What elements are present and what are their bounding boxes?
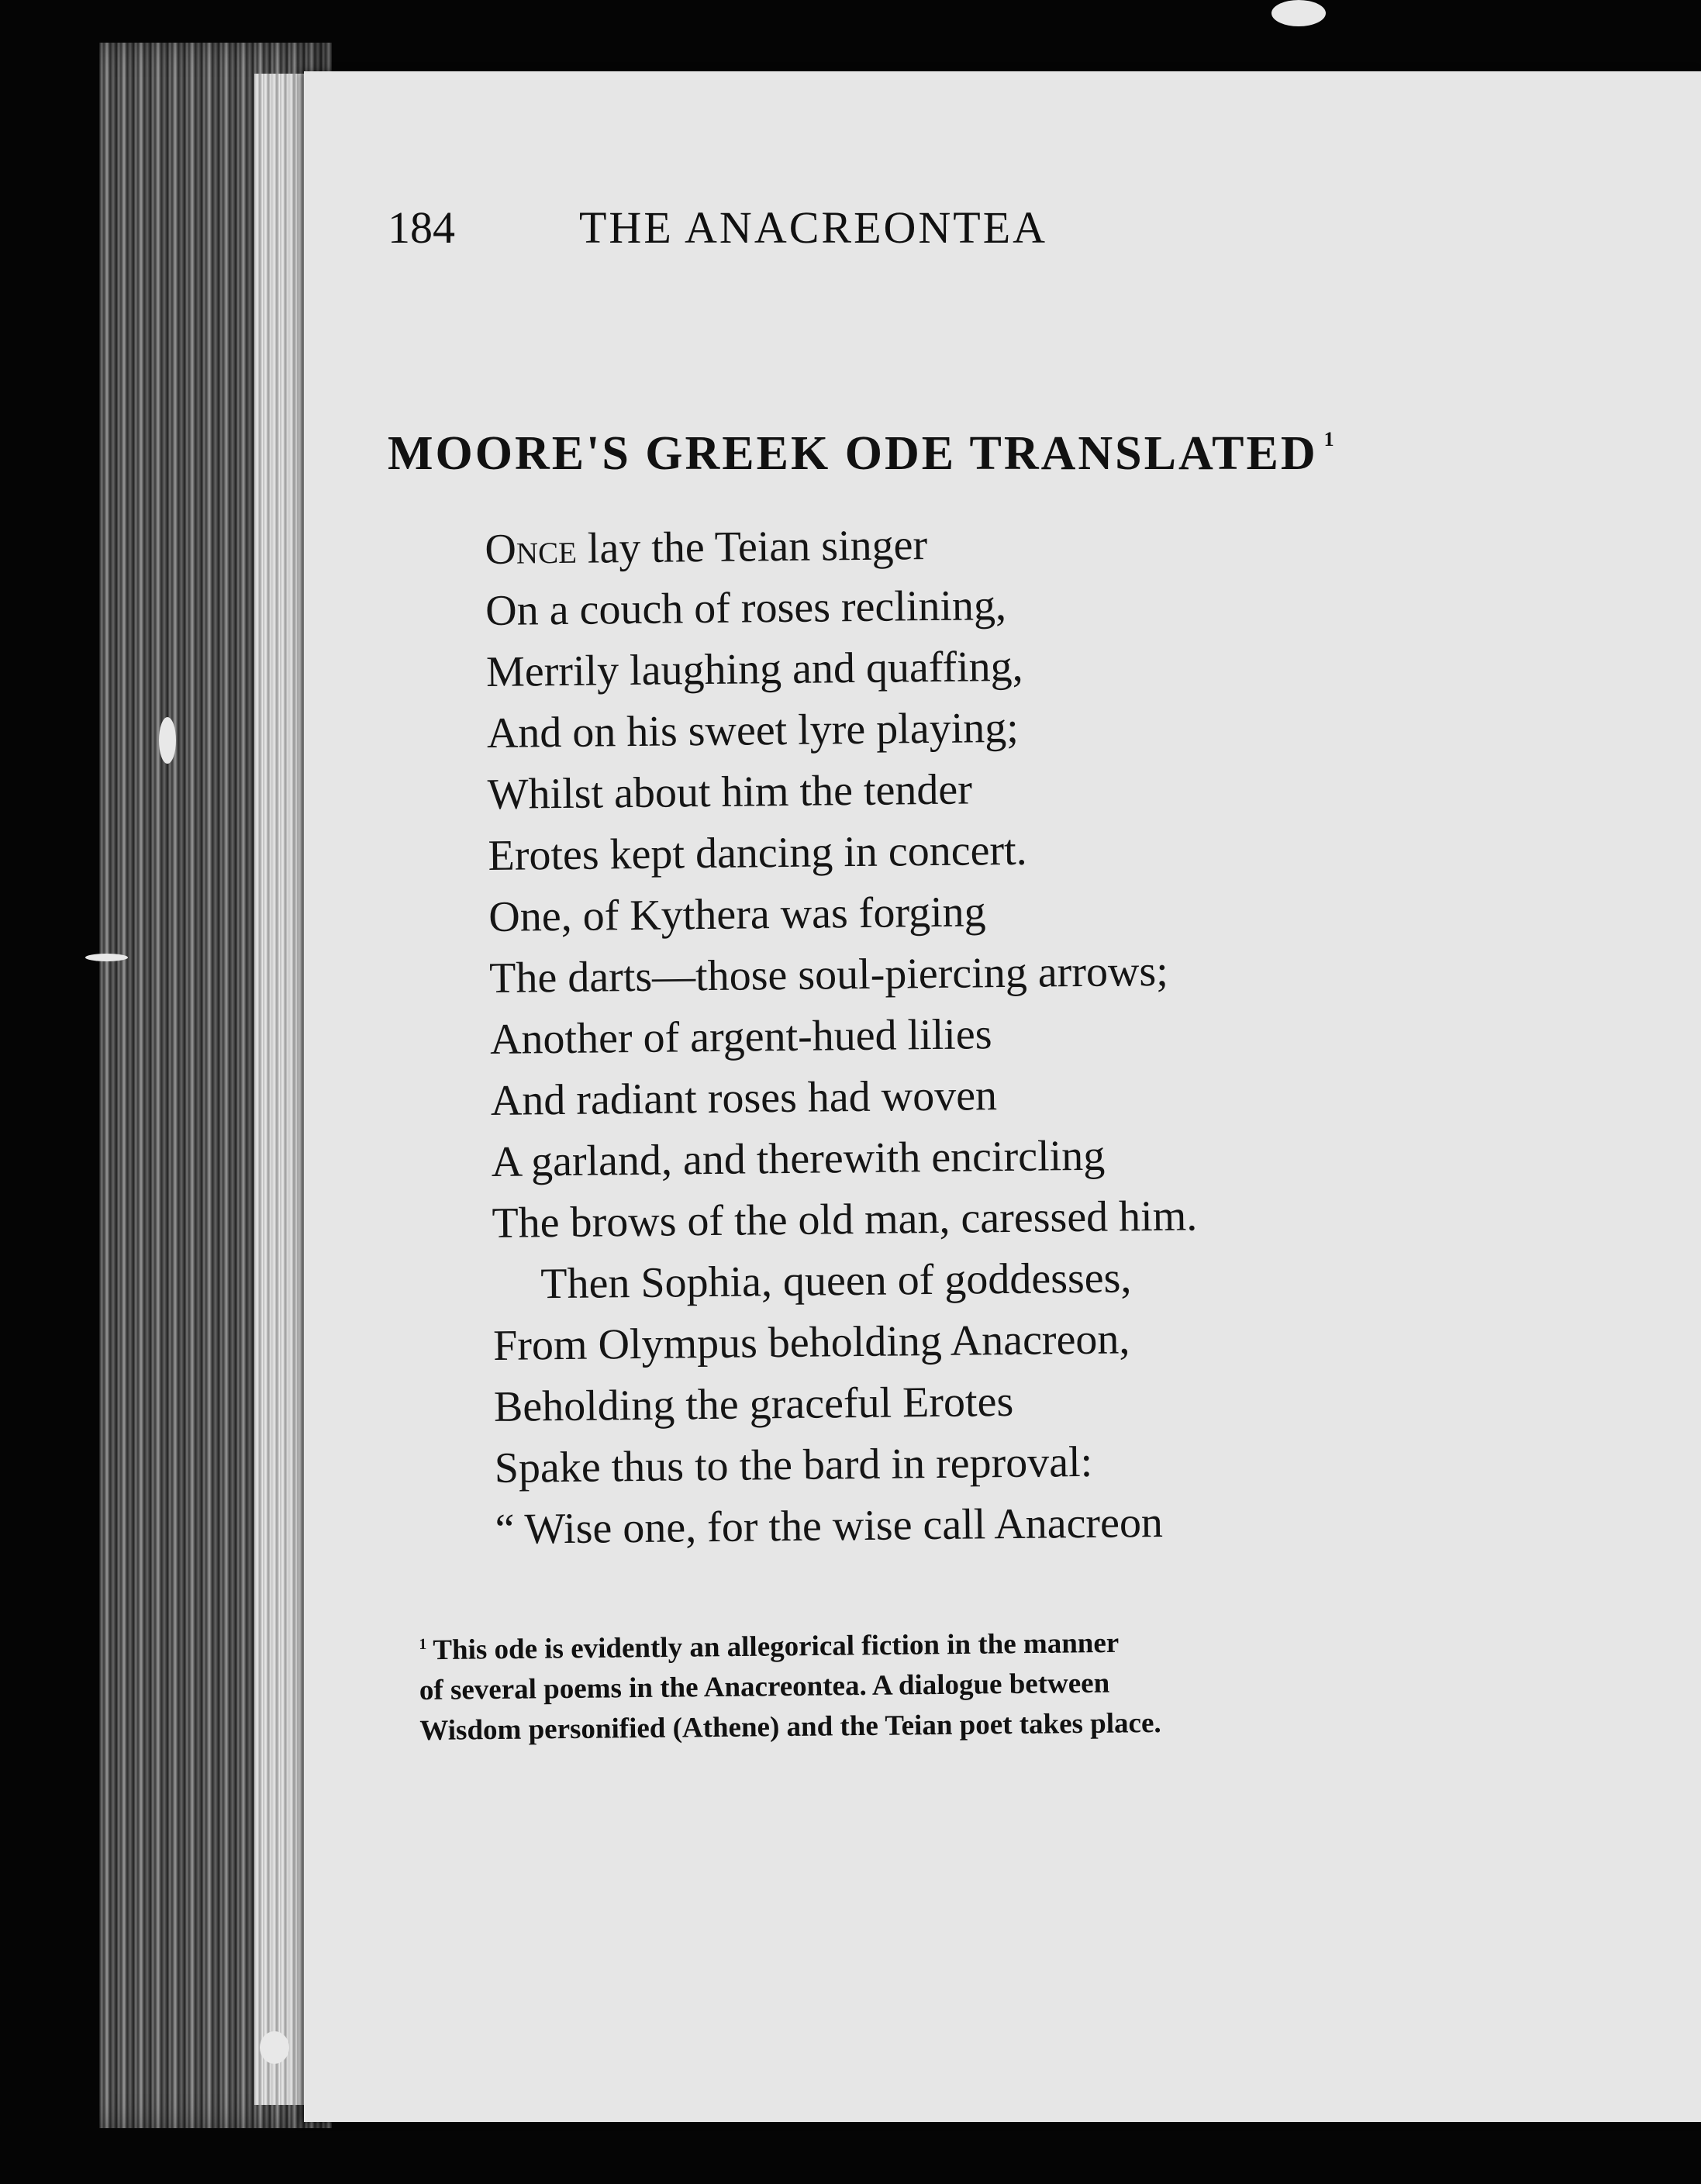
poem-line: And on his sweet lyre playing; xyxy=(486,703,1020,757)
scan-speck xyxy=(85,954,128,961)
footnote-line: of several poems in the Anacreontea. A dialogue between xyxy=(419,1668,1110,1707)
running-title: THE ANACREONTEA xyxy=(579,202,1048,253)
poem-line: The darts—those soul-piercing arrows; xyxy=(488,947,1169,1002)
poem-line: Erotes kept dancing in concert. xyxy=(488,826,1027,880)
page-stack-edges xyxy=(99,43,332,2128)
page-number: 184 xyxy=(388,202,455,253)
poem-line: A garland, and therewith encircling xyxy=(491,1131,1106,1186)
poem-line: The brows of the old man, caressed him. xyxy=(492,1192,1198,1247)
poem-title xyxy=(388,426,1337,481)
footnote-line: Wisdom personified (Athene) and the Teian poet takes place. xyxy=(419,1707,1161,1748)
poem-line: Then Sophia, queen of goddesses, xyxy=(540,1254,1132,1309)
scan-speck xyxy=(260,2031,289,2064)
poem-first-word: Once xyxy=(485,524,578,574)
poem-title-text: MOORE'S GREEK ODE TRANSLATED xyxy=(388,427,1318,480)
poem-line: Whilst about him the tender xyxy=(487,765,973,819)
poem-line: Another of argent-hued lilies xyxy=(489,1010,992,1064)
poem-line: Beholding the graceful Erotes xyxy=(493,1377,1014,1431)
poem-line: And radiant roses had woven xyxy=(490,1071,998,1125)
scan-speck xyxy=(159,717,176,764)
poem-line: “ Wise one, for the wise call Anacreon xyxy=(495,1498,1164,1554)
footnote-marker: 1 xyxy=(419,1635,427,1653)
poem-line: Merrily laughing and quaffing, xyxy=(485,642,1023,696)
poem-line: On a couch of roses reclining, xyxy=(485,581,1007,635)
poem-line: From Olympus beholding Anacreon, xyxy=(492,1315,1130,1370)
footnote-line-text: This ode is evidently an allegorical fiction in the manner xyxy=(433,1627,1120,1667)
poem-line: Spake thus to the bard in reproval: xyxy=(494,1437,1093,1492)
poem-body xyxy=(485,507,1658,1561)
footnote-reference: 1 xyxy=(1323,428,1337,450)
scan-speck xyxy=(1271,0,1326,26)
poem-line: One, of Kythera was forging xyxy=(488,888,986,941)
poem-line-text: lay the Teian singer xyxy=(576,521,928,573)
running-head xyxy=(388,202,1047,254)
footnote xyxy=(419,1612,1630,1752)
